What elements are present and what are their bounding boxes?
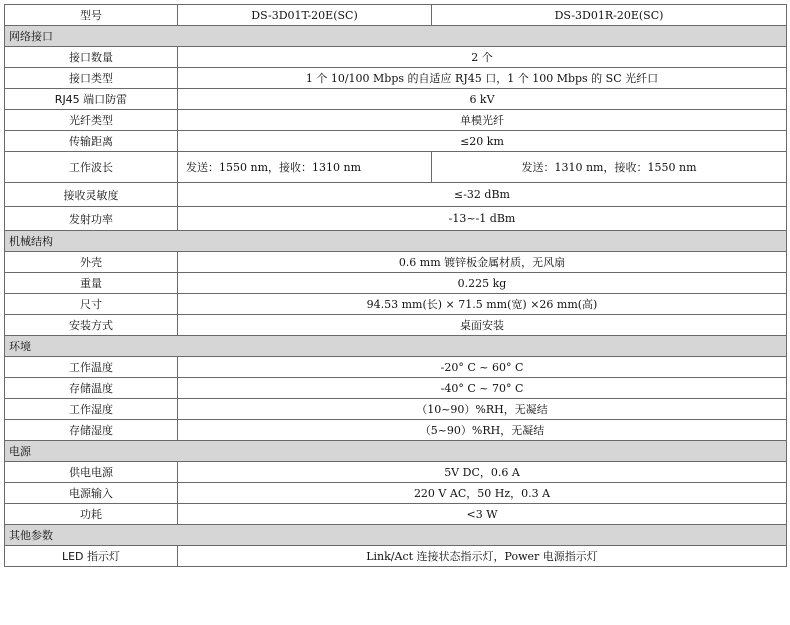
model-t: DS-3D01T-20E(SC)	[178, 5, 432, 26]
row-value: 6 kV	[178, 89, 787, 110]
table-row	[5, 420, 787, 441]
row-label: 电源输入	[5, 483, 178, 504]
row-value: ≤20 km	[178, 131, 787, 152]
row-value-r: 发送：1310 nm，接收：1550 nm	[432, 152, 787, 183]
row-value: 0.225 kg	[178, 273, 787, 294]
row-value: 94.53 mm(长) × 71.5 mm(宽) ×26 mm(高)	[178, 294, 787, 315]
section-row	[5, 26, 787, 47]
section-row	[5, 231, 787, 252]
row-value: 0.6 mm 镀锌板金属材质，无风扇	[178, 252, 787, 273]
row-value: -13~-1 dBm	[178, 207, 787, 231]
table-row	[5, 315, 787, 336]
section-row	[5, 525, 787, 546]
model-r: DS-3D01R-20E(SC)	[432, 5, 787, 26]
row-value: 5V DC，0.6 A	[178, 462, 787, 483]
row-label: 光纤类型	[5, 110, 178, 131]
row-label: 尺寸	[5, 294, 178, 315]
table-row	[5, 357, 787, 378]
row-label: 工作波长	[5, 152, 178, 183]
row-value: -20° C ~ 60° C	[178, 357, 787, 378]
table-row	[5, 462, 787, 483]
section-row	[5, 441, 787, 462]
row-label: 存储湿度	[5, 420, 178, 441]
row-value: （10~90）%RH，无凝结	[178, 399, 787, 420]
row-label: LED 指示灯	[5, 546, 178, 567]
table-row	[5, 89, 787, 110]
table-row	[5, 68, 787, 89]
table-row	[5, 47, 787, 68]
table-row	[5, 504, 787, 525]
row-value: 桌面安装	[178, 315, 787, 336]
row-value: 2 个	[178, 47, 787, 68]
row-label: 工作温度	[5, 357, 178, 378]
row-label: 发射功率	[5, 207, 178, 231]
row-label: 接口数量	[5, 47, 178, 68]
row-label: 工作湿度	[5, 399, 178, 420]
section-environment: 环境	[5, 336, 787, 357]
table-row	[5, 110, 787, 131]
spec-table	[4, 4, 787, 567]
row-label: 供电电源	[5, 462, 178, 483]
table-row	[5, 546, 787, 567]
row-label: 接口类型	[5, 68, 178, 89]
table-row	[5, 399, 787, 420]
row-value-t: 发送：1550 nm，接收：1310 nm	[178, 152, 432, 183]
row-value: 220 V AC，50 Hz，0.3 A	[178, 483, 787, 504]
row-label: 存储温度	[5, 378, 178, 399]
section-mechanical: 机械结构	[5, 231, 787, 252]
row-value: -40° C ~ 70° C	[178, 378, 787, 399]
table-row	[5, 483, 787, 504]
row-value: Link/Act 连接状态指示灯，Power 电源指示灯	[178, 546, 787, 567]
section-network: 网络接口	[5, 26, 787, 47]
row-label: 外壳	[5, 252, 178, 273]
row-label: 安装方式	[5, 315, 178, 336]
section-row	[5, 336, 787, 357]
row-label: 功耗	[5, 504, 178, 525]
row-value: 1 个 10/100 Mbps 的自适应 RJ45 口，1 个 100 Mbps 的 SC 光纤口	[178, 68, 787, 89]
row-label: 重量	[5, 273, 178, 294]
model-label: 型号	[5, 5, 178, 26]
table-row	[5, 252, 787, 273]
row-label: 接收灵敏度	[5, 183, 178, 207]
table-row	[5, 131, 787, 152]
row-value: 单模光纤	[178, 110, 787, 131]
header-row	[5, 5, 787, 26]
row-value: （5~90）%RH，无凝结	[178, 420, 787, 441]
table-row	[5, 378, 787, 399]
table-row	[5, 152, 787, 183]
table-row	[5, 207, 787, 231]
row-value: <3 W	[178, 504, 787, 525]
row-label: 传输距离	[5, 131, 178, 152]
row-value: ≤-32 dBm	[178, 183, 787, 207]
row-label: RJ45 端口防雷	[5, 89, 178, 110]
table-row	[5, 183, 787, 207]
section-power: 电源	[5, 441, 787, 462]
table-row	[5, 273, 787, 294]
table-row	[5, 294, 787, 315]
section-other: 其他参数	[5, 525, 787, 546]
